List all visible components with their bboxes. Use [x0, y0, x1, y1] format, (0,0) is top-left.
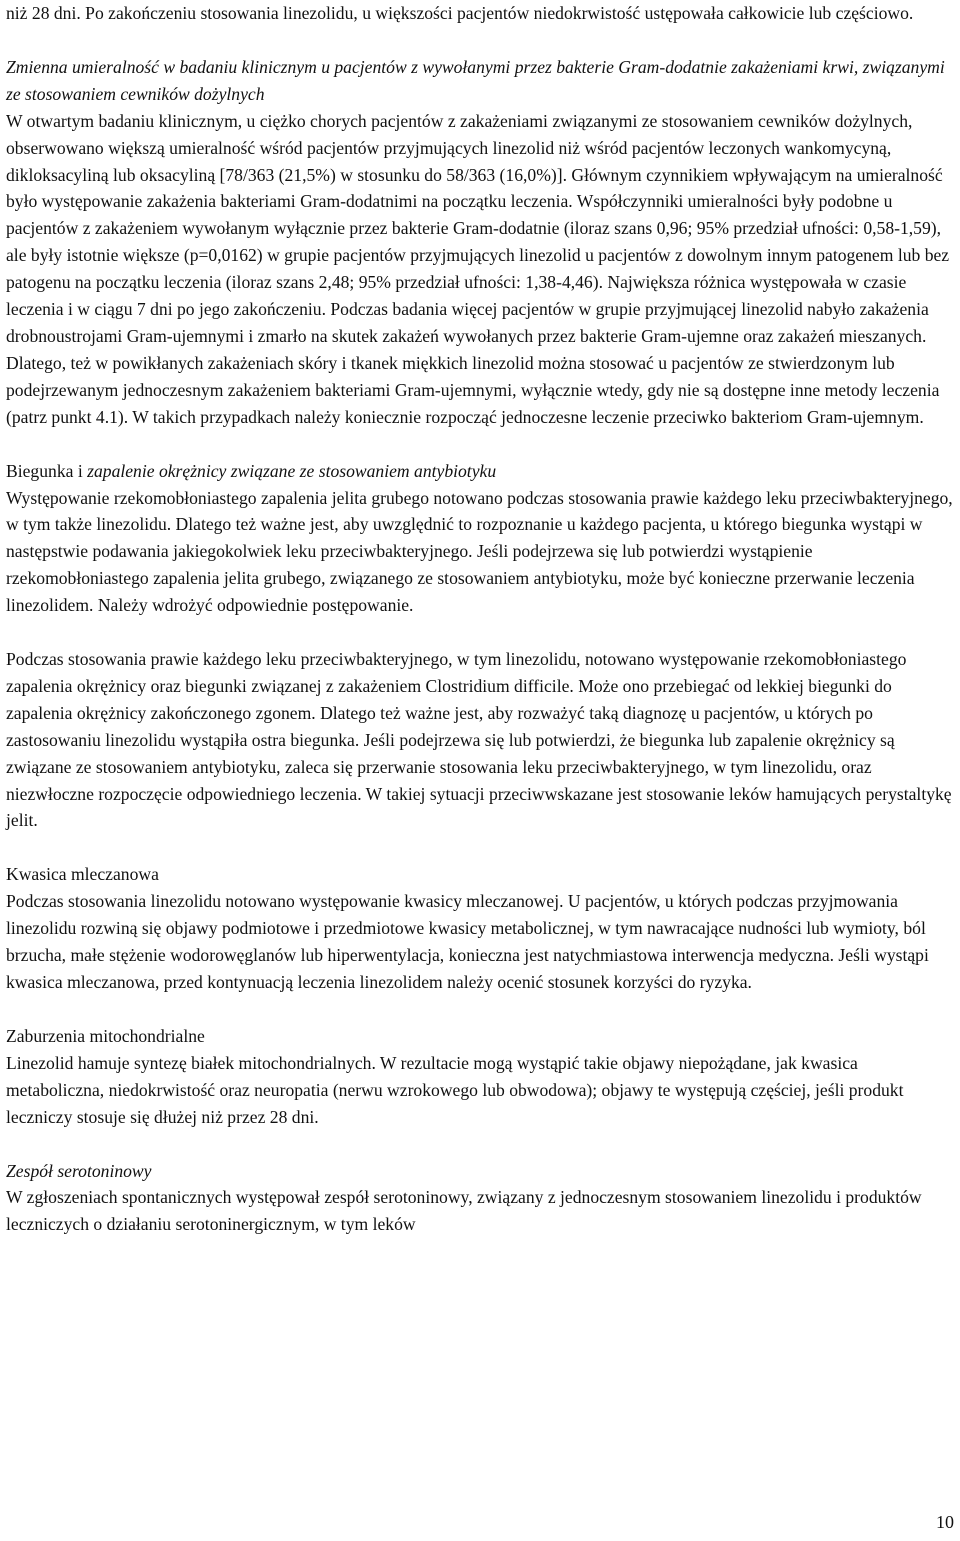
paragraph-serotonin: W zgłoszeniach spontanicznych występował zespół serotoninowy, związany z jednoczesnym stosowaniem linezolidu i produktów leczniczych o działaniu serotoninergicznym, w tym leków — [6, 1187, 922, 1235]
paragraph-clostridium: Podczas stosowania prawie każdego leku przeciwbakteryjnego, w tym linezolidu, notowano występowanie rzekomobłoniastego zapalenia okrężnicy oraz biegunki związanej z zakażeniem Clostridium difficile. Może ono przebiegać od lekkiej biegunki do zapalenia okrężnicy zakończonego zgonem. Dlatego też ważne jest, aby rozważyć taką diagnozę u pacjentów, u których po zastosowaniu linezolidu wystąpiła ostra biegunka. Jeśli podejrzewa się lub potwierdzi, że biegunka lub zapalenie okrężnicy są związane ze stosowaniem antybiotyku, zaleca się przerwanie stosowania leku przeciwbakteryjnego, w tym linezolidu, oraz niezwłoczne rozpoczęcie odpowiedniego leczenia. W takiej sytuacji przeciwwskazane jest stosowanie leków hamujących perystaltykę jelit. — [6, 649, 952, 831]
paragraph-gap — [6, 27, 956, 54]
paragraph-gap — [6, 1131, 956, 1158]
section-heading-mitochondrial: Zaburzenia mitochondrialne — [6, 1025, 205, 1046]
section-heading-serotonin: Zespół serotoninowy — [6, 1160, 152, 1181]
section-heading-diarrhea — [6, 458, 956, 485]
page-number: 10 — [936, 1512, 954, 1532]
paragraph-gap — [6, 996, 956, 1023]
document-page — [6, 0, 956, 1238]
section-heading-mortality: Zmienna umieralność w badaniu klinicznym u pacjentów z wywołanymi przez bakterie Gram-dodatnie zakażeniami krwi, związanymi ze stosowaniem cewników dożylnych — [6, 56, 945, 104]
paragraph-gap — [6, 619, 956, 646]
paragraph-mortality: W otwartym badaniu klinicznym, u ciężko chorych pacjentów z zakażeniami związanymi ze stosowaniem cewników dożylnych, obserwowano większą umieralność wśród pacjentów przyjmujących linezolid niż wśród pacjentów leczonych wankomycyną, dikloksacyliną lub oksacyliną [78/363 (21,5%) w stosunku do 58/363 (16,0%)]. Głównym czynnikiem wpływającym na umieralność było występowanie zakażenia bakteriami Gram-dodatnimi na początku leczenia. Współczynniki umieralności były podobne u pacjentów z zakażeniem wywołanym wyłącznie przez bakterie Gram-dodatnie (iloraz szans 0,96; 95% przedział ufności: 0,58-1,59), ale były istotnie większe (p=0,0162) w grupie pacjentów przyjmujących linezolid u pacjentów z dowolnym innym patogenem lub bez patogenu na początku leczenia (iloraz szans 2,48; 95% przedział ufności: 1,38-4,46). Największa różnica występowała w czasie leczenia i w ciągu 7 dni po jego zakończeniu. Podczas badania więcej pacjentów w grupie przyjmującej linezolid nabyło zakażenia drobnoustrojami Gram-ujemnymi i zmarło na skutek zakażeń wywołanych przez bakterie Gram-ujemne oraz zakażeń mieszanych. Dlatego, też w powikłanych zakażeniach skóry i tkanek miękkich linezolid można stosować u pacjentów ze stwierdzonym lub podejrzewanym jednoczesnym zakażeniem bakteriami Gram-ujemnymi, wyłącznie wtedy, gdy nie są dostępne inne metody leczenia (patrz punkt 4.1). W takich przypadkach należy koniecznie rozpocząć jednoczesne leczenie przeciwko bakteriom Gram-ujemnym. — [6, 110, 950, 427]
heading-plain-part: Biegunka i — [6, 460, 88, 481]
paragraph-gap — [6, 834, 956, 861]
paragraph-continuation: niż 28 dni. Po zakończeniu stosowania linezolidu, u większości pacjentów niedokrwistość ustępowała całkowicie lub częściowo. — [6, 3, 914, 23]
paragraph-gap — [6, 431, 956, 458]
paragraph-lactic-acidosis: Podczas stosowania linezolidu notowano występowanie kwasicy mleczanowej. U pacjentów, u których podczas przyjmowania linezolidu rozwiną się objawy podmiotowe i przedmiotowe kwasicy metabolicznej, w tym nawracające nudności lub wymioty, ból brzucha, małe stężenie wodorowęglanów lub hiperwentylacja, konieczna jest natychmiastowa interwencja medyczna. Jeśli wystąpi kwasica mleczanowa, przed kontynuacją leczenia linezolidem należy ocenić stosunek korzyści do ryzyka. — [6, 891, 929, 992]
paragraph-diarrhea: Występowanie rzekomobłoniastego zapalenia jelita grubego notowano podczas stosowania prawie każdego leku przeciwbakteryjnego, w tym także linezolidu. Dlatego też ważne jest, aby uwzględnić to rozpoznanie u każdego pacjenta, u którego biegunka wystąpi w następstwie podawania jakiegokolwiek leku przeciwbakteryjnego. Jeśli podejrzewa się lub potwierdzi wystąpienie rzekomobłoniastego zapalenia jelita grubego, związanego ze stosowaniem antybiotyku, może być konieczne przerwanie leczenia linezolidem. Należy wdrożyć odpowiednie postępowanie. — [6, 487, 953, 616]
paragraph-mitochondrial: Linezolid hamuje syntezę białek mitochondrialnych. W rezultacie mogą wystąpić takie objawy niepożądane, jak kwasica metaboliczna, niedokrwistość oraz neuropatia (nerwu wzrokowego lub obwodowa); objawy te występują częściej, jeśli produkt leczniczy stosuje się dłużej niż przez 28 dni. — [6, 1052, 904, 1127]
section-heading-lactic-acidosis: Kwasica mleczanowa — [6, 864, 159, 885]
heading-italic-part: zapalenie okrężnicy związane ze stosowaniem antybiotyku — [87, 460, 497, 481]
